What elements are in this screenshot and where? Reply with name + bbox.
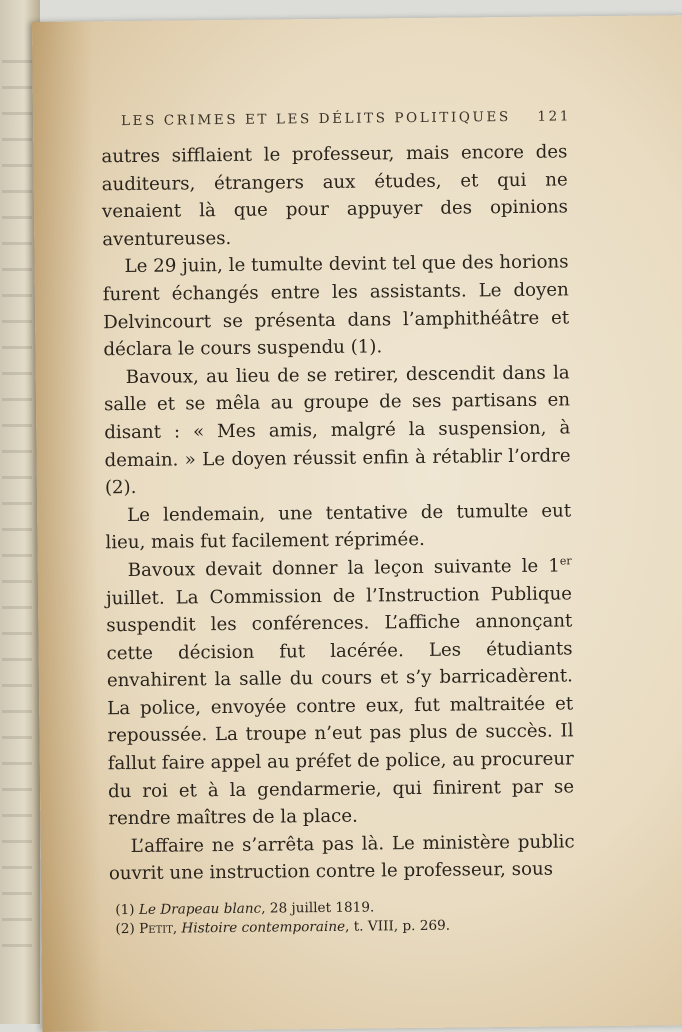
footnote-author: Petit bbox=[139, 920, 173, 937]
footnote-detail: , 28 juillet 1819. bbox=[261, 899, 375, 917]
footnote-source-title: Le Drapeau blanc bbox=[138, 900, 262, 918]
paragraph: autres sifflaient le professeur, mais encore des auditeurs, étrangers aux études, et qui ne venaient là que pour appuyer des opinions aventureuses. bbox=[101, 141, 569, 251]
date-ordinal-suffix: er bbox=[559, 554, 572, 568]
facing-page-text-shadow bbox=[2, 60, 32, 960]
footnote-marker: (2) bbox=[115, 920, 135, 938]
footnote-marker: (1) bbox=[115, 901, 135, 919]
date-ordinal-number: 1 bbox=[548, 555, 561, 577]
body-text bbox=[101, 138, 575, 888]
paragraph-text: Bavoux devait donner la leçon suivante le bbox=[127, 555, 539, 581]
footnote-source-title: Histoire contemporaine bbox=[181, 918, 346, 937]
footnote-detail: , t. VIII, p. 269. bbox=[345, 917, 451, 935]
paragraph-text: juillet. La Commission de l’Instruction Publique suspendit les conférences. L’affiche annonçant cette décision fut lacérée. Les étudiants envahirent la salle du cours et s’y barricadèrent. La police, envoyée contre eux, fut maltraitée et repoussée. La troupe n’eut pas plus de succès. Il fallut faire appel au préfet de police, au procureur du roi et à la gendarmerie, qui finirent par se rendre maîtres de la place. bbox=[105, 582, 575, 830]
running-header bbox=[121, 108, 571, 129]
book-page bbox=[32, 15, 682, 1032]
page-number: 121 bbox=[537, 108, 572, 125]
paragraph: L’affaire ne s’arrêta pas là. Le ministère public ouvrit une instruction contre le professeur, sous bbox=[108, 831, 575, 885]
paragraph: Bavoux, au lieu de se retirer, descendit dans la salle et se mêla au groupe de ses partisans en disant : « Mes amis, malgré la suspension, à demain. » Le doyen réussit enfin à rétablir l’ordre (2). bbox=[103, 362, 571, 499]
footnotes bbox=[115, 897, 535, 939]
paragraph: Le 29 juin, le tumulte devint tel que des horions furent échangés entre les assistants. Le doyen Delvincourt se présenta dans l’amphithéâtre et déclara le cours suspendu (1). bbox=[102, 251, 570, 361]
running-title: LES CRIMES ET LES DÉLITS POLITIQUES bbox=[120, 108, 511, 130]
footnote: (2) Petit, Histoire contemporaine, t. VIII, p. 269. bbox=[115, 917, 451, 938]
paragraph: Le lendemain, une tentative de tumulte eut lieu, mais fut facilement réprimée. bbox=[105, 500, 572, 554]
paragraph bbox=[106, 552, 575, 833]
